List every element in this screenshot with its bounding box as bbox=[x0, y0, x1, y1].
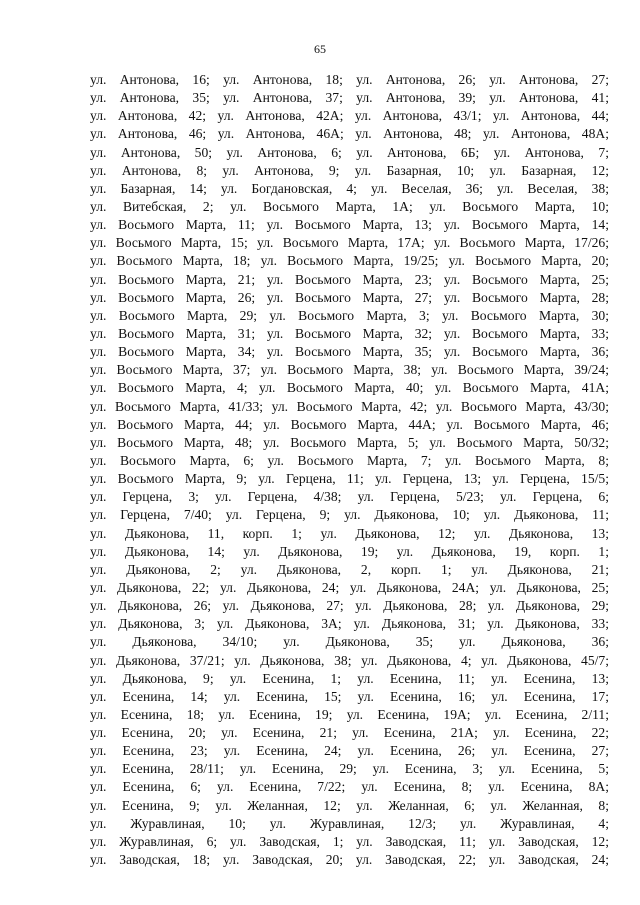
text-line: ул. Восьмого Марта, 48; ул. Восьмого Марта, 5; ул. Восьмого Марта, 50/32; bbox=[90, 434, 609, 450]
text-line: ул. Есенина, 20; ул. Есенина, 21; ул. Есенина, 21А; ул. Есенина, 22; bbox=[90, 725, 609, 741]
text-line: ул. Антонова, 46; ул. Антонова, 46А; ул. Антонова, 48; ул. Антонова, 48А; bbox=[90, 126, 609, 142]
text-line: ул. Восьмого Марта, 18; ул. Восьмого Марта, 19/25; ул. Восьмого Марта, 20; bbox=[90, 253, 609, 269]
text-line: ул. Восьмого Марта, 15; ул. Восьмого Марта, 17А; ул. Восьмого Марта, 17/26; bbox=[90, 235, 609, 251]
text-line: ул. Герцена, 3; ул. Герцена, 4/38; ул. Герцена, 5/23; ул. Герцена, 6; bbox=[90, 489, 609, 505]
text-line: ул. Дьяконова, 2; ул. Дьяконова, 2, корп. 1; ул. Дьяконова, 21; bbox=[90, 561, 609, 577]
text-line: ул. Дьяконова, 14; ул. Дьяконова, 19; ул. Дьяконова, 19, корп. 1; bbox=[90, 543, 609, 559]
page-number: 65 bbox=[314, 42, 326, 56]
text-line: ул. Герцена, 7/40; ул. Герцена, 9; ул. Дьяконова, 10; ул. Дьяконова, 11; bbox=[90, 507, 609, 523]
text-line: ул. Восьмого Марта, 26; ул. Восьмого Марта, 27; ул. Восьмого Марта, 28; bbox=[90, 289, 609, 305]
text-line: ул. Дьяконова, 34/10; ул. Дьяконова, 35; ул. Дьяконова, 36; bbox=[90, 634, 609, 650]
text-line: ул. Есенина, 28/11; ул. Есенина, 29; ул. Есенина, 3; ул. Есенина, 5; bbox=[90, 761, 609, 777]
text-line: ул. Есенина, 18; ул. Есенина, 19; ул. Есенина, 19А; ул. Есенина, 2/11; bbox=[90, 706, 609, 722]
text-line: ул. Восьмого Марта, 41/33; ул. Восьмого Марта, 42; ул. Восьмого Марта, 43/30; bbox=[90, 398, 609, 414]
text-line: ул. Витебская, 2; ул. Восьмого Марта, 1А; ул. Восьмого Марта, 10; bbox=[90, 198, 609, 214]
text-line: ул. Восьмого Марта, 4; ул. Восьмого Марта, 40; ул. Восьмого Марта, 41А; bbox=[90, 380, 609, 396]
text-line: ул. Дьяконова, 9; ул. Есенина, 1; ул. Есенина, 11; ул. Есенина, 13; bbox=[90, 670, 609, 686]
text-line: ул. Восьмого Марта, 9; ул. Герцена, 11; ул. Герцена, 13; ул. Герцена, 15/5; bbox=[90, 471, 609, 487]
text-line: ул. Восьмого Марта, 44; ул. Восьмого Марта, 44А; ул. Восьмого Марта, 46; bbox=[90, 416, 609, 432]
text-line: ул. Восьмого Марта, 34; ул. Восьмого Марта, 35; ул. Восьмого Марта, 36; bbox=[90, 344, 609, 360]
text-line: ул. Восьмого Марта, 6; ул. Восьмого Марта, 7; ул. Восьмого Марта, 8; bbox=[90, 452, 609, 468]
text-line: ул. Антонова, 16; ул. Антонова, 18; ул. Антонова, 26; ул. Антонова, 27; bbox=[90, 72, 609, 87]
text-line: ул. Восьмого Марта, 29; ул. Восьмого Марта, 3; ул. Восьмого Марта, 30; bbox=[90, 307, 609, 323]
text-line: ул. Антонова, 35; ул. Антонова, 37; ул. Антонова, 39; ул. Антонова, 41; bbox=[90, 90, 609, 106]
text-line: ул. Базарная, 14; ул. Богдановская, 4; ул. Веселая, 36; ул. Веселая, 38; bbox=[90, 180, 609, 196]
text-line: ул. Дьяконова, 37/21; ул. Дьяконова, 38; ул. Дьяконова, 4; ул. Дьяконова, 45/7; bbox=[90, 652, 609, 668]
text-line: ул. Антонова, 50; ул. Антонова, 6; ул. Антонова, 6Б; ул. Антонова, 7; bbox=[90, 144, 609, 160]
text-line: ул. Дьяконова, 22; ул. Дьяконова, 24; ул. Дьяконова, 24А; ул. Дьяконова, 25; bbox=[90, 579, 609, 595]
text-line: ул. Восьмого Марта, 21; ул. Восьмого Марта, 23; ул. Восьмого Марта, 25; bbox=[90, 271, 609, 287]
text-line: ул. Есенина, 9; ул. Желанная, 12; ул. Желанная, 6; ул. Желанная, 8; bbox=[90, 797, 609, 813]
text-line: ул. Журавлиная, 6; ул. Заводская, 1; ул. Заводская, 11; ул. Заводская, 12; bbox=[90, 833, 609, 849]
text-line: ул. Восьмого Марта, 37; ул. Восьмого Марта, 38; ул. Восьмого Марта, 39/24; bbox=[90, 362, 609, 378]
text-line: ул. Дьяконова, 26; ул. Дьяконова, 27; ул. Дьяконова, 28; ул. Дьяконова, 29; bbox=[90, 598, 609, 614]
text-line: ул. Восьмого Марта, 31; ул. Восьмого Марта, 32; ул. Восьмого Марта, 33; bbox=[90, 325, 609, 341]
text-line: ул. Заводская, 18; ул. Заводская, 20; ул. Заводская, 22; ул. Заводская, 24; bbox=[90, 852, 609, 868]
text-line: ул. Восьмого Марта, 11; ул. Восьмого Марта, 13; ул. Восьмого Марта, 14; bbox=[90, 217, 609, 233]
text-line: ул. Есенина, 14; ул. Есенина, 15; ул. Есенина, 16; ул. Есенина, 17; bbox=[90, 688, 609, 704]
text-line: ул. Есенина, 23; ул. Есенина, 24; ул. Есенина, 26; ул. Есенина, 27; bbox=[90, 743, 609, 759]
text-line: ул. Антонова, 42; ул. Антонова, 42А; ул. Антонова, 43/1; ул. Антонова, 44; bbox=[90, 108, 609, 124]
text-line: ул. Дьяконова, 3; ул. Дьяконова, 3А; ул. Дьяконова, 31; ул. Дьяконова, 33; bbox=[90, 616, 609, 632]
text-line: ул. Журавлиная, 10; ул. Журавлиная, 12/3; ул. Журавлиная, 4; bbox=[90, 815, 609, 831]
text-line: ул. Дьяконова, 11, корп. 1; ул. Дьяконова, 12; ул. Дьяконова, 13; bbox=[90, 525, 609, 541]
text-line: ул. Антонова, 8; ул. Антонова, 9; ул. Базарная, 10; ул. Базарная, 12; bbox=[90, 162, 609, 178]
address-list bbox=[90, 71, 609, 869]
text-line: ул. Есенина, 6; ул. Есенина, 7/22; ул. Есенина, 8; ул. Есенина, 8А; bbox=[90, 779, 609, 795]
